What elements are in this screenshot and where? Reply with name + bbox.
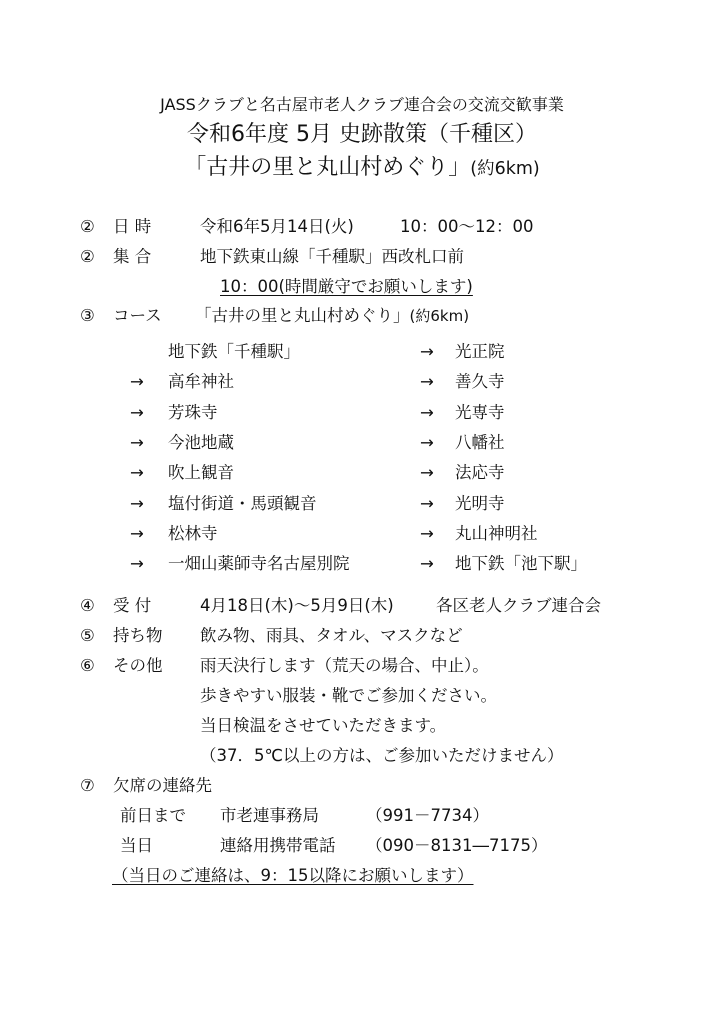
route-stop-left: 今池地蔵 (168, 433, 234, 452)
contact-day-tel: （090－8131―7175） (366, 836, 548, 855)
course-name: 「古井の里と丸山村めぐり」 (195, 306, 410, 325)
subtitle-line: JASSクラブと名古屋市老人クラブ連合会の交流交歓事業 (160, 95, 564, 114)
route-stop-right: 法応寺 (455, 463, 505, 482)
contact-number: ⑦ (80, 776, 95, 795)
meet-label: 集 合 (113, 247, 152, 266)
route-stop-left: 地下鉄「千種駅」 (168, 342, 300, 361)
items-text: 飲み物、雨具、タオル、マスクなど (200, 626, 463, 645)
event-distance: (約6km) (470, 159, 540, 179)
route-stop-right: 地下鉄「池下駅」 (455, 554, 587, 573)
route-arrow: → (130, 554, 144, 573)
contact-note: （当日のご連絡は、9：15以降にお願いします） (112, 866, 474, 885)
course-title (195, 305, 469, 327)
route-arrow: → (420, 433, 434, 452)
contact-before-label: 前日まで (120, 806, 186, 825)
reception-period: 4月18日(木)～5月9日(木) (200, 596, 394, 615)
items-number: ⑤ (80, 626, 95, 645)
other-line: 当日検温をさせていただきます。 (200, 716, 447, 735)
meet-note: 10：00(時間厳守でお願いします) (220, 277, 473, 296)
contact-before-tel: （991－7734） (366, 806, 489, 825)
course-label: コース (113, 306, 162, 325)
route-stop-left: 芳珠寺 (168, 403, 218, 422)
event-title (0, 150, 724, 181)
reception-number: ④ (80, 596, 95, 615)
other-line: 雨天決行します（荒天の場合、中止）。 (200, 656, 489, 675)
contact-label: 欠席の連絡先 (113, 776, 212, 795)
route-arrow: → (420, 463, 434, 482)
date-number: ② (80, 217, 95, 236)
meet-place: 地下鉄東山線「千種駅」西改札口前 (200, 247, 464, 266)
route-stop-left: 塩付街道・馬頭観音 (168, 494, 317, 513)
other-label: その他 (113, 656, 163, 675)
other-number: ⑥ (80, 656, 95, 675)
course-distance: (約6km) (409, 307, 470, 325)
contact-day-org: 連絡用携帯電話 (220, 836, 336, 855)
route-arrow: → (420, 524, 434, 543)
route-arrow: → (420, 372, 434, 391)
page-title: 令和6年度 5月 史跡散策（千種区） (187, 122, 537, 147)
event-name: 「古井の里と丸山村めぐり」 (184, 155, 471, 180)
route-arrow: → (420, 554, 434, 573)
other-line: （37．5℃以上の方は、ご参加いただけません） (200, 746, 564, 765)
route-stop-right: 光明寺 (455, 494, 505, 513)
other-line: 歩きやすい服装・靴でご参加ください。 (200, 686, 497, 705)
route-arrow: → (130, 524, 144, 543)
route-stop-left: 吹上観音 (168, 463, 234, 482)
route-stop-left: 松林寺 (168, 524, 218, 543)
route-stop-right: 光専寺 (455, 403, 505, 422)
course-number: ③ (80, 306, 95, 325)
route-arrow: → (420, 494, 434, 513)
route-arrow: → (130, 494, 144, 513)
route-stop-right: 善久寺 (455, 372, 505, 391)
route-stop-left: 一畑山薬師寺名古屋別院 (168, 554, 350, 573)
route-stop-right: 丸山神明社 (455, 524, 538, 543)
route-stop-left: 高牟神社 (168, 372, 234, 391)
contact-day-label: 当日 (120, 836, 153, 855)
route-arrow: → (130, 403, 144, 422)
route-arrow: → (130, 372, 144, 391)
contact-before-org: 市老連事務局 (220, 806, 319, 825)
route-arrow: → (130, 463, 144, 482)
date-value: 令和6年5月14日(火) (200, 217, 354, 236)
date-label: 日 時 (113, 217, 152, 236)
route-arrow: → (130, 433, 144, 452)
route-arrow: → (420, 342, 434, 361)
route-stop-right: 八幡社 (455, 433, 505, 452)
route-arrow: → (420, 403, 434, 422)
reception-where: 各区老人クラブ連合会 (436, 596, 601, 615)
meet-number: ② (80, 247, 95, 266)
time-value: 10：00～12：00 (400, 217, 534, 236)
reception-label: 受 付 (113, 596, 152, 615)
route-stop-right: 光正院 (455, 342, 505, 361)
items-label: 持ち物 (113, 626, 163, 645)
